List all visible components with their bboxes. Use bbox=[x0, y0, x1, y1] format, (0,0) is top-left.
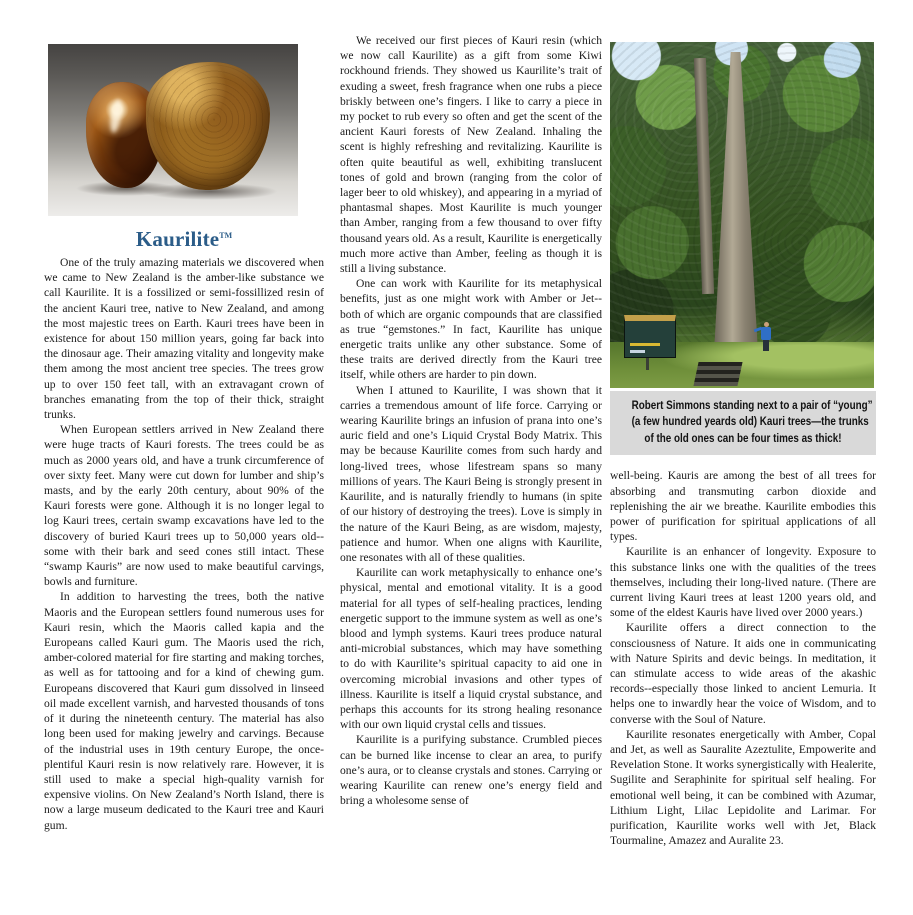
photo-caption bbox=[610, 391, 876, 455]
paragraph: Kaurilite resonates energetically with Amber, Copal and Jet, as well as Sauralite Azeztulite, Empowerite and Revelation Stone. It works synergistically with Healerite, Sugilite and Seraphinite for spiritual self healing. For emotional well being, it can be combined with Azumar, Lithium Light, Lilac Lepidolite and Larimar. For purification, Kaurilite works well with Jet, Black Tourmaline, Amazez and Auralite 23. bbox=[610, 727, 876, 848]
kauri-trees-photo bbox=[610, 42, 874, 388]
paragraph: Kaurilite is a purifying substance. Crumbled pieces can be burned like incense to clear an area, to purify one’s aura, or to cleanse crystals and stones. Carrying or wearing Kaurilite can renew one’s energy field and bring a wholesome sense of bbox=[340, 733, 602, 808]
trademark-symbol: TM bbox=[219, 231, 233, 240]
sign-text-line bbox=[630, 343, 660, 346]
paragraph: One can work with Kaurilite for its metaphysical benefits, just as one might work with Amber or Jet--both of which are organic compounds that are classified as true “gemstones.” In fact, Kaurilite has unique energetic traits unlike any other substance. Some of these traits are derived directly from the Kauri tree itself, while others are harder to pin down. bbox=[340, 277, 602, 382]
paragraph: When European settlers arrived in New Zealand there were huge tracts of Kauri forests. The trees could be as much as 2000 years old, and have a trunk circumference of over sixty feet. Many were cut down for lumber and ship’s masts, and by the early 20th century, about 90% of the Kauri forests were gone. Although it is no longer legal to log Kauri trees, certain swamp excavations have led to the discovery of buried Kauri trees up to 50,000 years old--some with their bark and seed cones still intact. These “swamp Kauris” are now used to make beautiful carvings, bowls and furniture. bbox=[44, 423, 324, 589]
trail-steps bbox=[693, 362, 742, 386]
paragraph: Kaurilite is an enhancer of longevity. Exposure to this substance links one with the qualities of the trees themselves, including their long-lived nature. (There are current living Kauri trees at least 1200 years old, and some of the eldest Kauris have lived over 2000 years.) bbox=[610, 545, 876, 620]
trail-sign bbox=[624, 315, 676, 358]
paragraph: Kaurilite offers a direct connection to the consciousness of Nature. It aids one in communicating with Nature Spirits and devic beings. In meditation, it can stimulate access to wide areas of the akashic records--especially those linked to ancient Lemuria. It helps one to inwardly hear the voice of Wisdom, and to converse with the Soul of Nature. bbox=[610, 621, 876, 726]
page-title bbox=[44, 227, 324, 252]
paragraph: One of the truly amazing materials we discovered when we came to New Zealand is the amber-like substance we call Kaurilite. It is a fossilized or semi-fossillized resin of the ancient Kauri tree, native to New Zealand, and among the most majestic trees on Earth. Kauri trees have been in existence for about 150 million years, going far back into the dinosaur age. Their amazing vitality and longevity make them among the most ancient tree species. The trees grow up to over 150 feet tall, with an extravagant crown of branches emanating from the top of their thick, straight trunks. bbox=[44, 256, 324, 422]
paragraph: In addition to harvesting the trees, both the native Maoris and the European settlers found numerous uses for Kauri resin, which the Maoris called kapia and the Europeans called Kauri gum. The Maoris used the rich, amber-colored material for fire starting and making torches, as well as for tattooing and for a kind of chewing gum. Europeans discovered that Kauri gum dissolved in linseed oil made excellent varnish, and harvested thousands of tons of it during the nineteenth century. The material has also long been used for making jewelry and carvings. Because of the industrial uses in 19th century Europe, the once-plentiful Kauri resin is now relatively rare. However, it is still used to make a special high-quality varnish for expensive violins. On New Zealand’s North Island, there is now a large museum dedicated to the Kauri tree and Kauri gum. bbox=[44, 590, 324, 832]
right-column bbox=[610, 42, 876, 848]
person-body bbox=[761, 327, 771, 340]
amber-stone-right bbox=[146, 62, 270, 190]
page-title-text: Kaurilite bbox=[135, 227, 220, 251]
left-column bbox=[44, 44, 324, 833]
paragraph: We received our first pieces of Kauri resin (which we now call Kaurilite) as a gift from some Kiwi rockhound friends. They showed us Kaurilite’s trait of exuding a sweet, fresh fragrance when one rubs a piece briskly between one’s fingers. I like to carry a piece in my pocket to rub every so often and get the scent of the ancient Kauri forests of New Zealand. Inhaling the scent is highly refreshing and revitalizing. Kaurilite is often quite beautiful as well, exhibiting translucent tones of gold and brown (ranging from the color of lager beer to old whiskey), and appearing in a myriad of phantasmal shapes. Most Kaurilite is much younger than Amber, ranging from a few thousand to over fifty thousand years old. As a result, Kaurilite is energetically much more active than Amber, feeling as though it is still a living substance. bbox=[340, 34, 602, 276]
kauri-resin-stones-photo bbox=[48, 44, 298, 216]
photo-caption-line: (a few hundred yeards old) Kauri trees—the trunks bbox=[631, 415, 869, 429]
sign-text-line bbox=[630, 350, 645, 353]
paragraph: When I attuned to Kaurilite, I was shown that it carries a tremendous amount of life force. Carrying or wearing Kaurilite brings an infusion of prana into one’s auric field and one’s Liquid Crystal Body Matrix. This may be because Kaurilite comes from such hardy and long-lived trees, whose lifestream spans so many millions of years. The Kauri Being is strongly present in Kaurilite, and is naturally friendly to humans (in spite of our history of destroying the trees). Love is simply in the nature of the Kauri Being, as are wisdom, majesty, patience and humor. When one aligns with Kaurilite, one resonates with all of these qualities. bbox=[340, 383, 602, 564]
photo-caption-line: Robert Simmons standing next to a pair of “young” bbox=[631, 399, 873, 412]
sign-post bbox=[646, 356, 649, 370]
paragraph: Kaurilite can work metaphysically to enhance one’s physical, mental and emotional vitality. It is a good material for all types of self-healing practices, lending energetic support to the immune system as well as one’s blood and lymph systems. Kauri trees produce natural anti-microbial substances, which may have something to do with Kaurilite’s spiritual capacity to aid one in overcoming microbial invasions and other types of illness. Kaurilite is itself a liquid crystal substance, and perhaps this accounts for its strong healing resonance with our own liquid crystal cells and tissues. bbox=[340, 566, 602, 732]
person-legs bbox=[763, 340, 769, 351]
paragraph: well-being. Kauris are among the best of all trees for absorbing and transmuting carbon dioxide and replenishing the air we breathe. Kaurilite embodies this power of purification for spiritual applications of all types. bbox=[610, 469, 876, 544]
right-column-text bbox=[610, 468, 876, 848]
middle-column bbox=[340, 33, 602, 808]
photo-caption-line: of the old ones can be four times as thick! bbox=[644, 431, 842, 445]
person-figure bbox=[760, 322, 772, 354]
